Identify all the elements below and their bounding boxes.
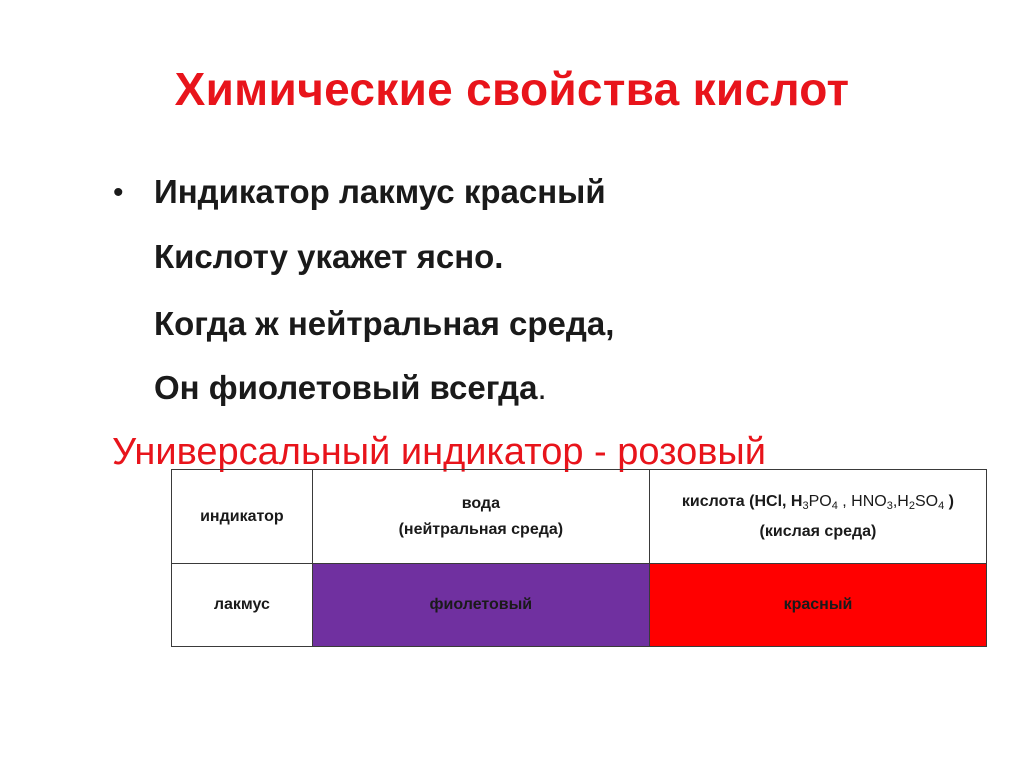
acid-formula-sub: 3 [886,499,893,512]
acid-formula-part: , HNO [837,492,887,510]
cell-acid-red: красный [649,564,986,647]
acid-formula-sub: 3 [802,499,809,512]
cell-water-violet: фиолетовый [312,564,649,647]
header-water-env: (нейтральная среда) [398,520,564,538]
table-header-row [172,470,987,564]
cell-litmus: лакмус [172,564,313,647]
header-indicator-label: индикатор [200,507,284,525]
poem-end-punct: . [537,369,547,406]
header-water-label: вода [461,494,500,512]
poem-line-4 [154,369,547,407]
acid-formula-part: ) [944,492,955,510]
poem-line-1: Индикатор лакмус красный [154,173,606,210]
poem-line-3: Когда ж нейтральная среда, [154,305,615,342]
header-water-cell [312,470,649,564]
universal-indicator-text: Универсальный индикатор - розовый [112,431,766,473]
header-acid-cell [649,470,986,564]
bullet-icon: • [113,176,124,209]
indicator-table [171,469,987,647]
table-row-litmus [172,564,987,647]
acid-formula-part: SO [914,492,939,510]
header-indicator-cell [172,470,313,564]
acid-formula-part: кислота (HCl, H [681,492,803,510]
acid-formula-sub: 2 [908,499,915,512]
header-acid-label [650,489,986,519]
acid-formula-part: ,H [892,492,909,510]
poem-line-4-text: Он фиолетовый всегда [154,369,538,406]
poem-line-2: Кислоту укажет ясно. [154,238,504,275]
slide-title: Химические свойства кислот [174,63,850,115]
acid-formula-part: PO [808,492,832,510]
acid-formula-sub: 4 [938,499,945,512]
acid-formula-sub: 4 [831,499,838,512]
header-acid-env: (кислая среда) [759,522,877,540]
